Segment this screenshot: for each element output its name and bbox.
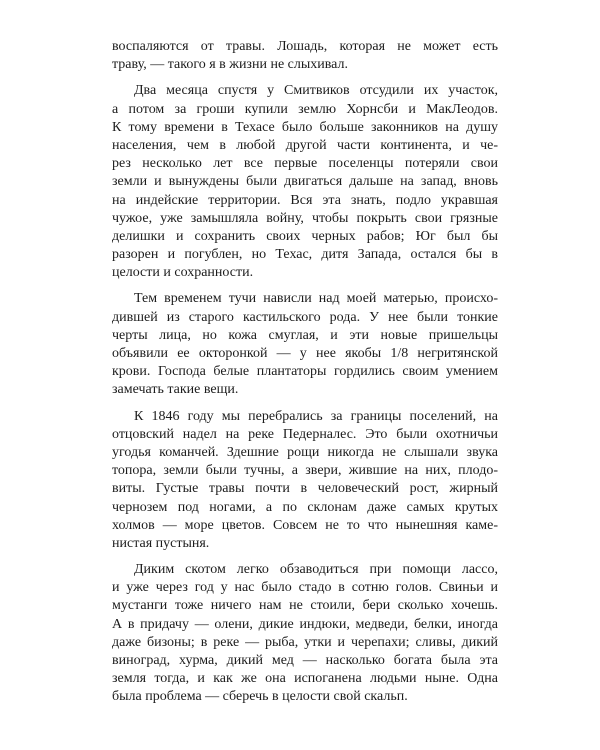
text-line: крови. Господа белые плантаторы гордились своим умением bbox=[112, 364, 498, 380]
text-line: дившей из старого кастильского рода. У нее были тонкие bbox=[112, 309, 498, 325]
text-line: и уже через год у нас было стадо в сотню голов. Свиньи и bbox=[112, 580, 498, 596]
text-line: мустанги тоже ничего нам не стоили, бери сколько хочешь. bbox=[112, 598, 498, 614]
text-line: земли и вынуждены были двигаться дальше на запад, вновь bbox=[112, 174, 498, 190]
paragraph bbox=[112, 290, 498, 399]
text-line: населения, чем в любой другой части континента, и че- bbox=[112, 137, 498, 153]
text-line: Два месяца спустя у Смитвиков отсудили их участок, bbox=[134, 83, 498, 99]
text-line: холмов — море цветов. Совсем не то что нынешняя каме- bbox=[112, 517, 498, 533]
paragraph bbox=[112, 408, 498, 554]
text-line: Тем временем тучи нависли над моей матерью, происхо- bbox=[134, 291, 498, 307]
text-line: даже бизоны; в реке — рыба, утки и черепахи; сливы, дикий bbox=[112, 634, 498, 650]
text-line: траву, — такого я в жизни не слыхивал. bbox=[112, 57, 349, 73]
text-line: объявили ее окторонкой — у нее якобы 1/8 негритянской bbox=[112, 346, 498, 361]
text-line: А в придачу — олени, дикие индюки, медведи, белки, иногда bbox=[112, 616, 498, 632]
text-line: на индейские территории. Вся эта знать, подло укравшая bbox=[112, 192, 498, 208]
text-line: разорен и погублен, но Техас, дитя Запада, остался бы в bbox=[112, 247, 498, 263]
text-line: а потом за гроши купили землю Хорнсби и МакЛеодов. bbox=[112, 101, 498, 117]
text-line: угодья команчей. Здешние рощи никогда не слышали звука bbox=[112, 444, 498, 460]
text-line: К 1846 году мы перебрались за границы поселений, на bbox=[134, 408, 498, 424]
text-line: К тому времени в Техасе было больше законников на душу bbox=[112, 119, 498, 135]
text-line: рез несколько лет все первые поселенцы потеряли свои bbox=[112, 156, 498, 172]
text-line: делишки и сохранить своих черных рабов; Юг был бы bbox=[112, 228, 498, 244]
text-line: черты лица, но кожа смуглая, и эти новые пришельцы bbox=[112, 327, 498, 343]
text-line: виноград, хурма, дикий мед — насколько богата была эта bbox=[112, 653, 498, 668]
text-line: виты. Густые травы почти в человеческий рост, жирный bbox=[112, 481, 498, 497]
text-line: воспаляются от травы. Лошадь, которая не может есть bbox=[112, 39, 498, 54]
text-line: замечать такие вещи. bbox=[112, 382, 239, 398]
paragraph bbox=[112, 82, 498, 282]
text-line: земля тогда, и как же она испоганена людьми ныне. Одна bbox=[112, 671, 498, 687]
text-line: была проблема — сберечь в целости свой скальп. bbox=[112, 689, 408, 705]
text-line: топора, земли были тучны, а звери, жившие на них, плодо- bbox=[112, 463, 498, 479]
text-line: чернозем под ногами, а по склонам даже самых крутых bbox=[112, 499, 498, 515]
text-line: нистая пустыня. bbox=[112, 535, 210, 551]
paragraph bbox=[112, 38, 498, 74]
book-page bbox=[112, 38, 498, 715]
text-line: отцовский надел на реке Педерналес. Это были охотничьи bbox=[112, 426, 498, 442]
paragraph bbox=[112, 561, 498, 707]
text-line: целости и сохранности. bbox=[112, 265, 254, 281]
text-line: чужое, уже замышляла войну, чтобы покрыть свои грязные bbox=[112, 210, 498, 226]
text-line: Диким скотом легко обзаводиться при помощи лассо, bbox=[134, 562, 498, 578]
